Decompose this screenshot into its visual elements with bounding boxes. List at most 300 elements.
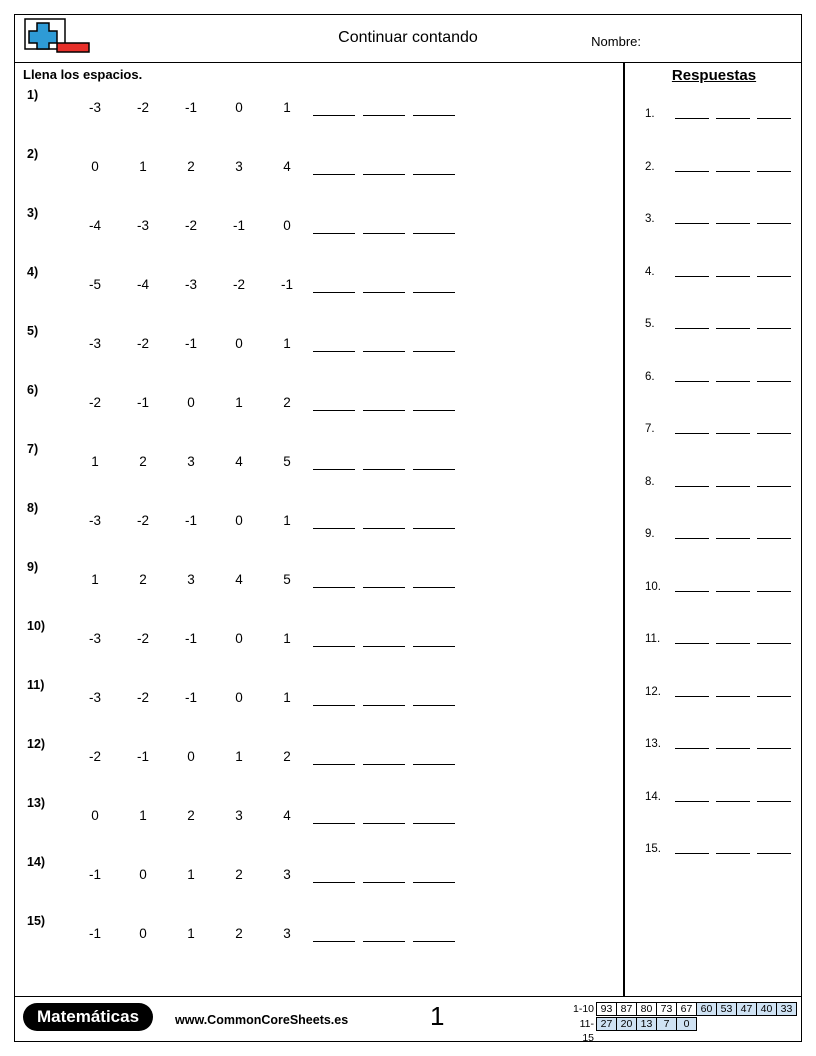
sequence-value: 0 (187, 395, 195, 410)
problems-column (15, 63, 623, 996)
sequence-value: -2 (232, 277, 245, 292)
answer-blank-group[interactable] (675, 421, 791, 434)
number-sequence (71, 808, 311, 823)
answer-number: 9. (645, 528, 655, 540)
answer-number: 12. (645, 685, 661, 698)
blank-field[interactable] (757, 736, 791, 749)
answer-row (627, 623, 801, 676)
answer-row (627, 833, 801, 886)
number-sequence (71, 336, 311, 351)
blank-field[interactable] (413, 102, 455, 116)
blank-field[interactable] (313, 810, 355, 824)
blank-field[interactable] (313, 456, 355, 470)
answer-blanks[interactable] (313, 869, 455, 883)
blank-field[interactable] (716, 684, 750, 697)
instructions-text: Llena los espacios. (23, 67, 143, 82)
answer-row (627, 256, 801, 309)
blank-field[interactable] (413, 338, 455, 352)
blank-field[interactable] (413, 751, 455, 765)
sequence-value: 0 (139, 867, 147, 882)
blank-field[interactable] (716, 159, 750, 172)
blank-field[interactable] (363, 102, 405, 116)
scale-cell: 60 (696, 1002, 717, 1016)
problem-number: 15) (27, 914, 46, 928)
blank-field[interactable] (313, 692, 355, 706)
sequence-value: 1 (187, 926, 195, 941)
scale-cell: 53 (716, 1002, 737, 1016)
blank-field[interactable] (757, 474, 791, 487)
blank-field[interactable] (757, 526, 791, 539)
sequence-value: -3 (88, 336, 101, 351)
answer-number: 5. (645, 318, 655, 330)
answer-number: 13. (645, 738, 661, 750)
sequence-value: 3 (283, 926, 291, 941)
sequence-value: -5 (88, 277, 101, 292)
number-sequence (71, 277, 311, 292)
blank-field[interactable] (716, 369, 750, 382)
blank-field[interactable] (675, 631, 709, 644)
answer-row (627, 308, 801, 361)
sequence-value: -2 (136, 690, 149, 705)
blank-field[interactable] (363, 692, 405, 706)
answer-row (627, 676, 801, 729)
blank-field[interactable] (675, 736, 709, 749)
answer-number: 1. (645, 108, 655, 120)
number-sequence (71, 749, 311, 764)
blank-field[interactable] (363, 928, 405, 942)
problem-row (15, 619, 623, 678)
sequence-value: -3 (136, 218, 149, 233)
answer-number: 15. (645, 843, 661, 855)
blank-field[interactable] (675, 579, 709, 592)
blank-field[interactable] (363, 161, 405, 175)
sequence-value: 2 (139, 572, 147, 587)
sequence-value: 1 (283, 100, 291, 115)
answer-blank-group[interactable] (675, 789, 791, 802)
answer-row (627, 466, 801, 519)
sequence-value: 1 (235, 749, 243, 764)
sequence-value: 5 (283, 454, 291, 469)
problem-row (15, 796, 623, 855)
sequence-value: 5 (283, 572, 291, 587)
sequence-value: -1 (232, 218, 245, 233)
sequence-value: -2 (136, 631, 149, 646)
sequence-value: 2 (187, 808, 195, 823)
number-sequence (71, 159, 311, 174)
sequence-value: -1 (184, 336, 197, 351)
page-number: 1 (430, 1001, 445, 1031)
scale-cell: 20 (616, 1017, 637, 1031)
problem-number: 13) (27, 796, 46, 810)
blank-field[interactable] (716, 736, 750, 749)
blank-field[interactable] (413, 869, 455, 883)
scale-cell: 7 (656, 1017, 677, 1031)
problem-number: 12) (27, 737, 46, 751)
grading-scale (569, 1002, 797, 1046)
blank-field[interactable] (363, 515, 405, 529)
answer-blanks[interactable] (313, 279, 455, 293)
sequence-value: 4 (235, 454, 243, 469)
answer-blank-group[interactable] (675, 684, 791, 697)
sequence-value: -2 (184, 218, 197, 233)
sequence-value: 3 (283, 867, 291, 882)
number-sequence (71, 572, 311, 587)
problem-row (15, 88, 623, 147)
blank-field[interactable] (363, 869, 405, 883)
sequence-value: 2 (187, 159, 195, 174)
sequence-value: 0 (91, 159, 99, 174)
answers-column (627, 63, 801, 996)
answer-blanks[interactable] (313, 161, 455, 175)
worksheet-page (14, 14, 802, 1042)
number-sequence (71, 218, 311, 233)
problems-list (15, 88, 623, 973)
blank-field[interactable] (716, 841, 750, 854)
blank-field[interactable] (313, 161, 355, 175)
blank-field[interactable] (757, 631, 791, 644)
answer-row (627, 413, 801, 466)
problem-number: 9) (27, 560, 39, 574)
sequence-value: 3 (235, 159, 243, 174)
problem-row (15, 560, 623, 619)
blank-field[interactable] (757, 264, 791, 277)
sequence-value: 3 (235, 808, 243, 823)
sequence-value: -1 (136, 749, 149, 764)
blank-field[interactable] (313, 515, 355, 529)
sequence-value: 2 (235, 926, 243, 941)
blank-field[interactable] (313, 928, 355, 942)
problem-number: 11) (27, 678, 45, 692)
answer-blanks[interactable] (313, 928, 455, 942)
blank-field[interactable] (413, 456, 455, 470)
sequence-value: -2 (136, 513, 149, 528)
answer-blank-group[interactable] (675, 526, 791, 539)
sequence-value: -1 (184, 631, 197, 646)
answer-blanks[interactable] (313, 810, 455, 824)
blank-field[interactable] (716, 579, 750, 592)
blank-field[interactable] (716, 264, 750, 277)
answer-blank-group[interactable] (675, 159, 791, 172)
answer-blanks[interactable] (313, 751, 455, 765)
problem-row (15, 147, 623, 206)
scale-row (569, 1017, 797, 1045)
page-header (15, 15, 801, 63)
problem-number: 10) (27, 619, 46, 633)
problem-row (15, 855, 623, 914)
scale-cell: 93 (596, 1002, 617, 1016)
blank-field[interactable] (757, 579, 791, 592)
sequence-value: -3 (184, 277, 197, 292)
sequence-value: 0 (91, 808, 99, 823)
blank-field[interactable] (413, 574, 455, 588)
blank-field[interactable] (363, 574, 405, 588)
answer-blank-group[interactable] (675, 264, 791, 277)
blank-field[interactable] (413, 161, 455, 175)
problem-row (15, 383, 623, 442)
number-sequence (71, 513, 311, 528)
scale-cell: 73 (656, 1002, 677, 1016)
sequence-value: 4 (283, 808, 291, 823)
sequence-value: 2 (139, 454, 147, 469)
blank-field[interactable] (675, 421, 709, 434)
sequence-value: 4 (235, 572, 243, 587)
sequence-value: 2 (235, 867, 243, 882)
blank-field[interactable] (363, 397, 405, 411)
answer-blanks[interactable] (313, 338, 455, 352)
blank-field[interactable] (413, 515, 455, 529)
answers-list (627, 98, 801, 886)
sequence-value: 0 (283, 218, 291, 233)
number-sequence (71, 926, 311, 941)
sequence-value: -1 (88, 867, 101, 882)
answer-blank-group[interactable] (675, 841, 791, 854)
answer-blank-group[interactable] (675, 474, 791, 487)
answer-row (627, 518, 801, 571)
scale-range-label: 1-10 (572, 1003, 594, 1015)
blank-field[interactable] (313, 279, 355, 293)
scale-cell: 33 (776, 1002, 797, 1016)
answer-blanks[interactable] (313, 220, 455, 234)
problem-number: 7) (27, 442, 39, 456)
scale-cell: 0 (676, 1017, 697, 1031)
problem-number: 5) (27, 324, 39, 338)
sequence-value: -1 (280, 277, 293, 292)
blank-field[interactable] (413, 220, 455, 234)
blank-field[interactable] (363, 633, 405, 647)
blank-field[interactable] (675, 106, 709, 119)
blank-field[interactable] (413, 633, 455, 647)
blank-field[interactable] (363, 279, 405, 293)
blank-field[interactable] (757, 159, 791, 172)
answer-number: 6. (645, 370, 655, 383)
sequence-value: -2 (136, 336, 149, 351)
sequence-value: 2 (283, 395, 291, 410)
number-sequence (71, 690, 311, 705)
answer-blank-group[interactable] (675, 579, 791, 592)
sequence-value: 1 (283, 513, 291, 528)
problem-row (15, 324, 623, 383)
blank-field[interactable] (363, 220, 405, 234)
problem-number: 8) (27, 501, 39, 515)
scale-row (569, 1002, 797, 1016)
sequence-value: 2 (283, 749, 291, 764)
sequence-value: 4 (283, 159, 291, 174)
blank-field[interactable] (757, 211, 791, 224)
column-divider (623, 63, 625, 996)
blank-field[interactable] (757, 106, 791, 119)
problem-row (15, 737, 623, 796)
problem-number: 4) (27, 265, 39, 279)
answer-blanks[interactable] (313, 633, 455, 647)
sequence-value: -3 (88, 513, 101, 528)
sequence-value: 1 (91, 454, 99, 469)
problem-row (15, 914, 623, 973)
sequence-value: -1 (136, 395, 149, 410)
blank-field[interactable] (313, 397, 355, 411)
sequence-value: 0 (187, 749, 195, 764)
problem-row (15, 442, 623, 501)
answer-blank-group[interactable] (675, 106, 791, 119)
answer-row (627, 728, 801, 781)
sequence-value: -1 (88, 926, 101, 941)
problem-row (15, 678, 623, 737)
brand-badge: Matemáticas (23, 1003, 153, 1031)
sequence-value: -1 (184, 100, 197, 115)
problem-number: 6) (27, 383, 39, 397)
problem-row (15, 206, 623, 265)
sequence-value: 0 (235, 100, 243, 115)
answer-blank-group[interactable] (675, 631, 791, 644)
sequence-value: -2 (136, 100, 149, 115)
blank-field[interactable] (313, 338, 355, 352)
answer-blanks[interactable] (313, 456, 455, 470)
name-label: Nombre: (591, 34, 641, 49)
blank-field[interactable] (363, 456, 405, 470)
blank-field[interactable] (363, 810, 405, 824)
page-footer (15, 996, 801, 1044)
blank-field[interactable] (413, 692, 455, 706)
answer-row (627, 781, 801, 834)
blank-field[interactable] (363, 338, 405, 352)
page-title: Continuar contando (338, 29, 478, 46)
blank-field[interactable] (313, 869, 355, 883)
blank-field[interactable] (675, 316, 709, 329)
sequence-value: -3 (88, 690, 101, 705)
sequence-value: -1 (184, 690, 197, 705)
blank-field[interactable] (313, 633, 355, 647)
blank-field[interactable] (716, 316, 750, 329)
blank-field[interactable] (757, 316, 791, 329)
scale-cell: 40 (756, 1002, 777, 1016)
number-sequence (71, 454, 311, 469)
answer-row (627, 98, 801, 151)
blank-field[interactable] (675, 159, 709, 172)
blank-field[interactable] (675, 841, 709, 854)
blank-field[interactable] (757, 841, 791, 854)
sequence-value: -3 (88, 631, 101, 646)
blank-field[interactable] (716, 789, 750, 802)
answer-blank-group[interactable] (675, 736, 791, 749)
blank-field[interactable] (716, 106, 750, 119)
scale-range-label: 11-15 (579, 1018, 594, 1044)
problem-number: 3) (27, 206, 39, 220)
sequence-value: 3 (187, 454, 195, 469)
problem-number: 1) (27, 88, 39, 102)
blank-field[interactable] (675, 264, 709, 277)
blank-field[interactable] (413, 928, 455, 942)
blank-field[interactable] (675, 211, 709, 224)
blank-field[interactable] (675, 684, 709, 697)
sequence-value: 0 (139, 926, 147, 941)
number-sequence (71, 631, 311, 646)
scale-cell: 67 (676, 1002, 697, 1016)
scale-cell: 87 (616, 1002, 637, 1016)
blank-field[interactable] (313, 751, 355, 765)
blank-field[interactable] (313, 220, 355, 234)
sequence-value: 0 (235, 513, 243, 528)
sequence-value: 1 (187, 867, 195, 882)
answer-row (627, 571, 801, 624)
answer-number: 3. (645, 213, 655, 225)
site-url: www.CommonCoreSheets.es (175, 1013, 349, 1027)
number-sequence (71, 100, 311, 115)
answer-blank-group[interactable] (675, 211, 791, 224)
problem-number: 2) (27, 147, 39, 161)
number-sequence (71, 395, 311, 410)
answer-number: 8. (645, 475, 655, 488)
problem-row (15, 501, 623, 560)
blank-field[interactable] (757, 684, 791, 697)
sequence-value: 1 (91, 572, 99, 587)
answer-number: 11. (645, 633, 661, 645)
scale-cell: 80 (636, 1002, 657, 1016)
blank-field[interactable] (413, 397, 455, 411)
scale-cell: 47 (736, 1002, 757, 1016)
blank-field[interactable] (363, 751, 405, 765)
answer-number: 4. (645, 265, 655, 278)
sequence-value: -2 (88, 395, 101, 410)
sequence-value: 1 (139, 808, 147, 823)
scale-cell: 13 (636, 1017, 657, 1031)
blank-field[interactable] (716, 474, 750, 487)
blank-field[interactable] (675, 474, 709, 487)
blank-field[interactable] (757, 421, 791, 434)
page-body (15, 63, 801, 996)
scale-cell: 27 (596, 1017, 617, 1031)
answers-title: Respuestas (671, 67, 757, 84)
blank-field[interactable] (757, 369, 791, 382)
sequence-value: 0 (235, 631, 243, 646)
blank-field[interactable] (757, 789, 791, 802)
answer-row (627, 151, 801, 204)
blank-field[interactable] (675, 369, 709, 382)
blank-field[interactable] (313, 574, 355, 588)
blank-field[interactable] (716, 421, 750, 434)
sequence-value: 0 (235, 336, 243, 351)
problem-number: 14) (27, 855, 46, 869)
sequence-value: -2 (88, 749, 101, 764)
blank-field[interactable] (716, 211, 750, 224)
answer-blanks[interactable] (313, 102, 455, 116)
sequence-value: 0 (235, 690, 243, 705)
sequence-value: 1 (139, 159, 147, 174)
answer-blanks[interactable] (313, 574, 455, 588)
sequence-value: 1 (283, 631, 291, 646)
answer-number: 2. (645, 160, 655, 173)
sequence-value: -4 (136, 277, 149, 292)
blank-field[interactable] (413, 810, 455, 824)
answer-row (627, 203, 801, 256)
answer-blank-group[interactable] (675, 316, 791, 329)
answer-number: 7. (645, 423, 655, 435)
sequence-value: -4 (88, 218, 101, 233)
sequence-value: 1 (283, 690, 291, 705)
answer-number: 14. (645, 790, 661, 803)
problem-row (15, 265, 623, 324)
blank-field[interactable] (413, 279, 455, 293)
blank-field[interactable] (675, 789, 709, 802)
blank-field[interactable] (716, 631, 750, 644)
sequence-value: 1 (283, 336, 291, 351)
blank-field[interactable] (675, 526, 709, 539)
answer-blanks[interactable] (313, 515, 455, 529)
answer-blanks[interactable] (313, 692, 455, 706)
answer-blanks[interactable] (313, 397, 455, 411)
answer-number: 10. (645, 580, 661, 593)
blank-field[interactable] (313, 102, 355, 116)
answer-blank-group[interactable] (675, 369, 791, 382)
blank-field[interactable] (716, 526, 750, 539)
